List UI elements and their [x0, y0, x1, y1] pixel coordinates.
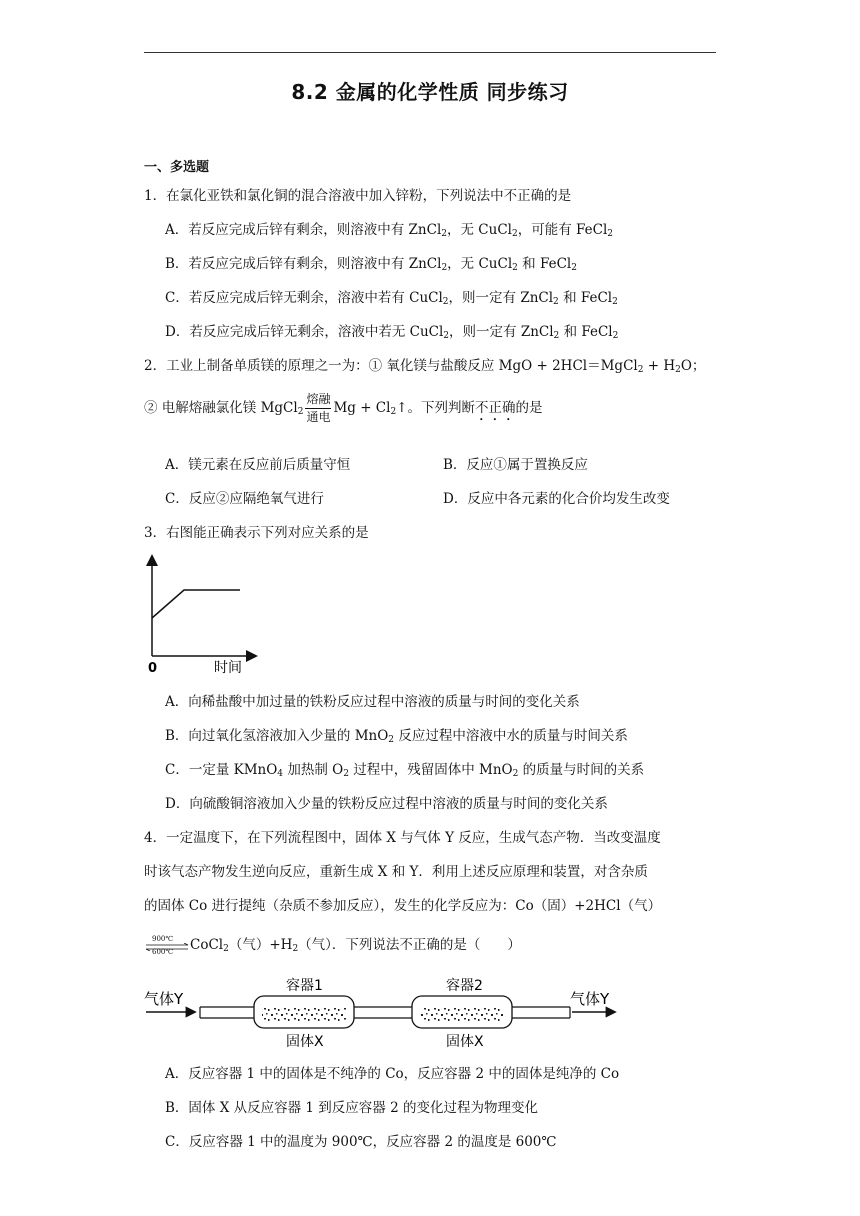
q4-stem-line2: 时该气态产物发生逆向反应，重新生成 X 和 Y．利用上述反应原理和装置，对含杂质 [144, 864, 648, 880]
page-title: 8.2 金属的化学性质 同步练习 [291, 80, 569, 104]
graph-curve [152, 590, 240, 618]
q2-stem-line1: 2．工业上制备单质镁的原理之一为：① 氧化镁与盐酸反应 MgO + 2HCl＝MgCl$_2$ + $H_2O$； [144, 358, 706, 375]
q4-option-a: A．反应容器 1 中的固体是不纯净的 Co，反应容器 2 中的固体是纯净的 Co [165, 1066, 620, 1082]
q4-option-b: B．固体 X 从反应容器 1 到反应容器 2 的变化过程为物理变化 [165, 1100, 538, 1116]
emphasis-text: 不正确 [475, 400, 516, 416]
q3-option-d: D．向硫酸铜溶液加入少量的铁粉反应过程中溶液的质量与时间的变化关系 [165, 796, 608, 812]
container-2-label: 容器2 [446, 978, 483, 994]
q3-stem: 3．右图能正确表示下列对应关系的是 [144, 525, 369, 541]
container-1-label: 容器1 [286, 978, 323, 994]
q2-option-c: C．反应②应隔绝氧气进行 [165, 491, 324, 507]
q1-option-d: D．若反应完成后锌无剩余，溶液中若无 CuCl$_2$，则一定有 ZnCl$_2$ 和 FeCl$_2$ [165, 324, 619, 341]
q4-stem-line3: 的固体 Co 进行提纯（杂质不参加反应），发生的化学反应为：Co（固）+2HCl（气） [144, 898, 662, 914]
q1-option-c: C．若反应完成后锌无剩余，溶液中若有 CuCl$_2$，则一定有 ZnCl$_2$ 和 FeCl$_2$ [165, 290, 618, 307]
reaction-condition: $\frac{\text{熔融}}{\text{通电}}$ [306, 392, 331, 424]
q3-graph [140, 552, 260, 678]
q2-option-a: A．镁元素在反应前后质量守恒 [165, 457, 351, 473]
q2-option-d: D．反应中各元素的化合价均发生改变 [443, 491, 670, 507]
q4-apparatus-diagram [140, 972, 630, 1054]
q3-option-b: B．向过氧化氢溶液加入少量的 MnO$_2$ 反应过程中溶液中水的质量与时间关系 [165, 728, 628, 745]
solid-x-2-label: 固体X [446, 1034, 484, 1050]
q1-option-a: A．若反应完成后锌有剩余，则溶液中有 ZnCl$_2$，无 CuCl$_2$，可能有 FeCl$_2$ [165, 222, 613, 239]
gas-y-in-label: 气体Y [144, 990, 184, 1008]
q4-option-c: C．反应容器 1 中的温度为 900℃，反应容器 2 的温度是 600℃ [165, 1134, 557, 1150]
q2-stem-line2: ② 电解熔融氯化镁 MgCl$_2$ $\frac{\text{熔融}}{\text{通电}}$ $Mg + Cl_2↑$。下列判断不正确的是 [144, 392, 543, 424]
solid-x-1 [262, 1008, 346, 1022]
q3-option-c: C．一定量 KMnO$_4$ 加热制 $O_2$ 过程中，残留固体中 MnO$_2$ 的质量与时间的关系 [165, 762, 645, 779]
solid-x-1-label: 固体X [286, 1034, 324, 1050]
q4-stem-line4: 900℃ 600℃ CoCl$_2$（气）$+H_2$（气）．下列说法不正确的是（ ） [144, 932, 521, 958]
reversible-arrow: 900℃ 600℃ [144, 934, 190, 958]
q4-stem-line1: 4．一定温度下，在下列流程图中，固体 X 与气体 Y 反应，生成气态产物．当改变温度 [144, 830, 661, 846]
graph-x-label: 时间 [214, 660, 242, 676]
section-heading: 一、多选题 [144, 160, 210, 175]
solid-x-2 [420, 1008, 504, 1022]
graph-origin-label: 0 [148, 661, 158, 676]
q1-option-b: B．若反应完成后锌有剩余，则溶液中有 ZnCl$_2$，无 CuCl$_2$ 和 FeCl$_2$ [165, 256, 577, 273]
gas-y-out-label: 气体Y [570, 990, 610, 1008]
q3-option-a: A．向稀盐酸中加过量的铁粉反应过程中溶液的质量与时间的变化关系 [165, 694, 580, 710]
header-rule [144, 52, 716, 53]
q1-stem: 1．在氯化亚铁和氯化铜的混合溶液中加入锌粉，下列说法中不正确的是 [144, 188, 572, 204]
q2-option-b: B．反应①属于置换反应 [443, 457, 588, 473]
